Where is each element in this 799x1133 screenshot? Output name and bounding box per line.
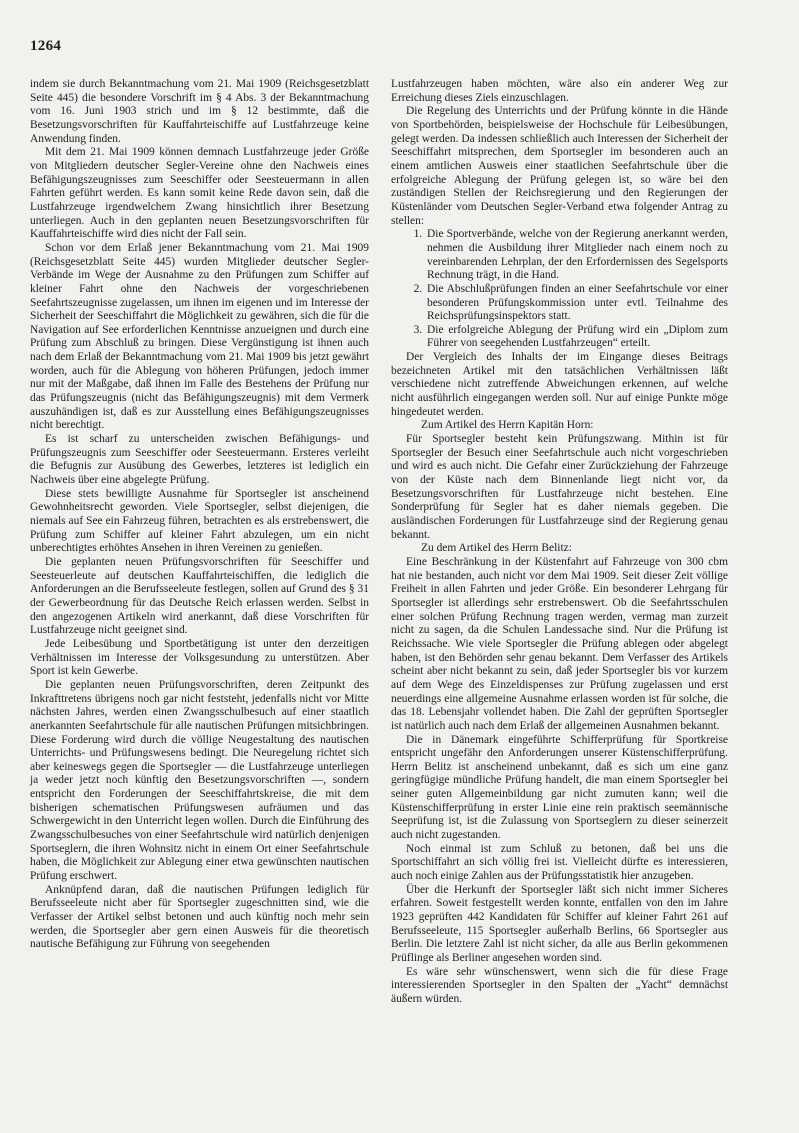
paragraph: Noch einmal ist zum Schluß zu betonen, daß bei uns die Sportschiffahrt an sich völlig frei ist. Vielleicht dürfte es interessieren, auch noch einige Zahlen aus der Prüfungsstatistik hier anzugeben. bbox=[391, 842, 728, 883]
paragraph: Es wäre sehr wünschenswert, wenn sich die für diese Frage interessierenden Sportsegler in den Spalten der „Yacht“ demnächst äußern würden. bbox=[391, 965, 728, 1005]
request-list bbox=[391, 228, 728, 351]
paragraph: Es ist scharf zu unterscheiden zwischen Befähigungs- und Prüfungszeugnis zum Seeschiffer oder Seesteuermann. Ersteres verleiht die Befugnis zur Ausübung des Gewerbes, letzteres ist lediglich ein Nachweis über eine abgelegte Prüfung. bbox=[30, 433, 369, 487]
paragraph: Über die Herkunft der Sportsegler läßt sich nicht immer Sicheres erfahren. Soweit festgestellt werden konnte, entfallen von den im Jahre 1923 geprüften 442 Kandidaten für Schiffer auf kleiner Fahrt 261 auf Berufsseeleute, 115 Sportsegler außerhalb Berlins, 66 Sportsegler aus Berlin. Die letztere Zahl ist nicht sicher, da alle aus Berlin gekommenen Prüflinge als Berliner angesehen worden sind. bbox=[391, 883, 728, 964]
paragraph: Die geplanten neuen Prüfungsvorschriften für Seeschiffer und Seesteuerleute auf deutschen Kauffahrteischiffen, die lediglich die Anforderungen an die Berufsseeleute festlegen, sollen auf Grund des § 31 der Gewerbeordnung für das Deutsche Reich erlassen werden. Selbst in den angezogenen Artikeln wird anerkannt, daß diese Vorschriften für Lustfahrzeuge nicht geeignet sind. bbox=[30, 555, 369, 637]
paragraph: Der Vergleich des Inhalts der im Eingange dieses Beitrags bezeichneten Artikel mit den tatsächlichen Verhältnissen läßt verschiedene nicht zutreffende Abweichungen erkennen, auf welche nicht ausführlich eingegangen werden soll. Nur auf einige Punkte möge hingedeutet werden. bbox=[391, 351, 728, 418]
paragraph: Jede Leibesübung und Sportbetätigung ist unter den derzeitigen Verhältnissen im Interesse der Volksgesundung zu unterstützen. Aber Sport ist kein Gewerbe. bbox=[30, 637, 369, 678]
paragraph: Die Regelung des Unterrichts und der Prüfung könnte in die Hände von Sportbehörden, beispielsweise der Hochschule für Leibesübungen, gelegt werden. Da indessen schließlich auch Interessen der Sicherheit der Seeschiffahrt mitsprechen, dem Sportsegler im besonderen auch an einem amtlichen Ausweis einer staatlichen Seefahrtschule über die erfolgreiche Ablegung der Prüfung gelegen ist, so wäre bei den zuständigen Stellen der Reichsregierung und den Regierungen der Küstenländer vom Deutschen Segler-Verband etwa folgender Antrag zu stellen: bbox=[391, 105, 728, 227]
paragraph: Schon vor dem Erlaß jener Bekanntmachung vom 21. Mai 1909 (Reichsgesetzblatt Seite 445) wurden Mitglieder deutscher Segler-Verbände im Wege der Ausnahme zu den Prüfungen zum Schiffer auf kleiner Fahrt ohne den Nachweis der vorgeschriebenen Seefahrtszeugnisse zugelassen, um ihnen im eigenen und im Interesse der Sicherheit der Seeschiffahrt die Möglichkeit zu gewähren, sich die für die Navigation auf See erforderlichen Kenntnisse anzueignen und durch eine Prüfung zum Abschluß zu bringen. Diese Vergünstigung ist ihnen auch nach dem Erlaß der Bekanntmachung vom 21. Mai 1909 bis jetzt gewährt worden, auch für die Ablegung von höheren Prüfungen, jedoch immer nur mit der Maßgabe, daß ihnen im Falle des Bestehens der Prüfung nur das Prüfungszeugnis (nicht das Befähigungszeugnis) mit dem Vermerk auszuhändigen ist, daß es zur Ausstellung eines Befähigungszeugnisses nicht berechtigt. bbox=[30, 241, 369, 432]
left-column bbox=[30, 78, 369, 952]
paragraph: Eine Beschränkung in der Küstenfahrt auf Fahrzeuge von 300 cbm hat nie bestanden, auch nicht vor dem Mai 1909. Seit dieser Zeit völlige Freiheit in allen Fahrten und jeder Größe. Ein besonderer Lehrgang für Sportsegler ist allerdings sehr erstrebenswert. Ob die Seefahrtsschulen einer solchen Prüfung Rechnung tragen werden, vermag man zurzeit nicht zu sagen, da die Schulen Landessache sind. Nur die Prüfung ist Reichssache. Wie viele Sportsegler die Prüfung ablegen oder abgelegt haben, ist den Behörden sehr genau bekannt. Dem Verfasser des Artikels scheint aber nicht bekannt zu sein, daß jeder Sportsegler bis vor kurzem auf dem Wege des Einzeldispenses zur Prüfung zugelassen und erst neuerdings eine allgemeine Ausnahme erlassen worden ist für solche, die das 18. Lebensjahr vollendet haben. Die Zahl der geprüften Sportsegler ist natürlich auch nach dem Erlaß der allgemeinen Ausnahmen bekannt. bbox=[391, 555, 728, 732]
list-item: 2. Die Abschlußprüfungen finden an einer Seefahrtschule vor einer besonderen Prüfungskommission unter evtl. Teilnahme des Reichsprüfungsinspektors statt. bbox=[425, 283, 728, 324]
paragraph: Die in Dänemark eingeführte Schifferprüfung für Sportkreise entspricht ungefähr den Anforderungen unserer Küstenschifferprüfung. Herrn Belitz ist anscheinend unbekannt, daß es sich um eine ganz geringfügige mündliche Prüfung handelt, die man einem Sportsegler bei seiner guten Allgemeinbildung gar nicht zumuten kann; weil die Küstenschifferprüfung in erster Linie eine rein praktisch seemännische Seeprüfung ist, ist die Zulassung von Sportseglern zu dieser seinerzeit auch nicht zugestanden. bbox=[391, 733, 728, 842]
section-heading: Zum Artikel des Herrn Kapitän Horn: bbox=[421, 419, 594, 432]
right-column bbox=[391, 78, 728, 1007]
paragraph: Mit dem 21. Mai 1909 können demnach Lustfahrzeuge jeder Größe von Mitgliedern deutscher Segler-Vereine ohne den Nachweis eines Befähigungszeugnisses zum Seeschiffer oder Seesteuermann in allen Fahrten geführt werden. Es kann somit keine Rede davon sein, daß die Lustfahrzeuge irgendwelchem Zwang hinsichtlich ihrer Besetzung unterliegen. Auch in den geplanten neuen Besetzungsvorschriften für Kauffahrteischiffe wird dies nicht der Fall sein. bbox=[30, 146, 369, 241]
paragraph: Für Sportsegler besteht kein Prüfungszwang. Mithin ist für Sportsegler der Besuch einer Seefahrtschule auch nicht vorgeschrieben und wird es auch nicht. Die Gefahr einer Zurückziehung der Fahrzeuge von der Küste nach dem Binnenlande liegt nicht vor, da Besetzungsvorschriften für Lustfahrzeuge nicht bestehen. Eine Sonderprüfung für Segler hat es daher niemals gegeben. Die ausländischen Forderungen für Lustfahrzeuge sind der Regierung genau bekannt. bbox=[391, 433, 728, 541]
list-item: 1. Die Sportverbände, welche von der Regierung anerkannt werden, nehmen die Ausbildung ihrer Mitglieder nach einem noch zu vereinbarenden Lehrplan, der den Erfordernissen des Segelsports Rechnung trägt, in die Hand. bbox=[425, 228, 728, 283]
section-heading: Zu dem Artikel des Herrn Belitz: bbox=[421, 542, 572, 555]
paragraph: Diese stets bewilligte Ausnahme für Sportsegler ist anscheinend Gewohnheitsrecht geworden. Viele Sportsegler, selbst diejenigen, die niemals auf See ein Fahrzeug führen, betrachten es als erstrebenswert, die Prüfung zum Schiffer auf kleiner Fahrt abzulegen, um ein nicht unberechtigtes erhöhtes Ansehen in ihren Vereinen zu genießen. bbox=[30, 487, 369, 555]
paragraph: Anknüpfend daran, daß die nautischen Prüfungen lediglich für Berufsseeleute nicht aber für Sportsegler zugeschnitten sind, wie die Verfasser der Artikel selbst betonen und auch künftig noch mehr sein werden, die Sportsegler aber gern einen Ausweis für die theoretisch nautische Befähigung zur Führung von seegehenden bbox=[30, 883, 369, 951]
page-number: 1264 bbox=[30, 38, 62, 54]
list-item: 3. Die erfolgreiche Ablegung der Prüfung wird ein „Diplom zum Führer von seegehenden Lustfahrzeugen“ erteilt. bbox=[425, 324, 728, 351]
paragraph: Die geplanten neuen Prüfungsvorschriften, deren Zeitpunkt des Inkrafttretens übrigens noch gar nicht feststeht, jedenfalls nicht vor Mitte nächsten Jahres, werden einen Zwangsschulbesuch auf einer staatlich anerkannten Seefahrtschule für alle nautischen Prüfungen mitsichbringen. Diese Forderung wird durch die völlige Neugestaltung des nautischen Unterrichts- und Prüfungswesens bedingt. Die Neuregelung richtet sich aber keineswegs gegen die Sportsegler — die Lustfahrzeuge unterliegen ja weder jetzt noch künftig den Besetzungsvorschriften —, sondern entspricht den Forderungen der Seeschiffahrtskreise, die mit dem bisherigen schematischen Prüfungswesen aufräumen und das Schwergewicht in den Unterricht legen wollen. Durch die Einführung des Zwangsschulbesuches von einer Seefahrtschule wird natürlich denjenigen Sportseglern, die ihren Wohnsitz nicht in einem Ort einer Seefahrtschule haben, die Möglichkeit zur Ablegung einer etwa gewünschten nautischen Prüfung erschwert. bbox=[30, 678, 369, 883]
paragraph: indem sie durch Bekanntmachung vom 21. Mai 1909 (Reichsgesetzblatt Seite 445) die besondere Vorschrift im § 4 Abs. 3 der Bekanntmachung vom 16. Juni 1903 strich und im § 12 bestimmte, daß die Besetzungsvorschriften für Kauffahrteischiffe auf Lustfahrzeuge keine Anwendung finden. bbox=[30, 78, 369, 145]
paragraph: Lustfahrzeugen haben möchten, wäre also ein anderer Weg zur Erreichung dieses Ziels einzuschlagen. bbox=[391, 78, 728, 104]
